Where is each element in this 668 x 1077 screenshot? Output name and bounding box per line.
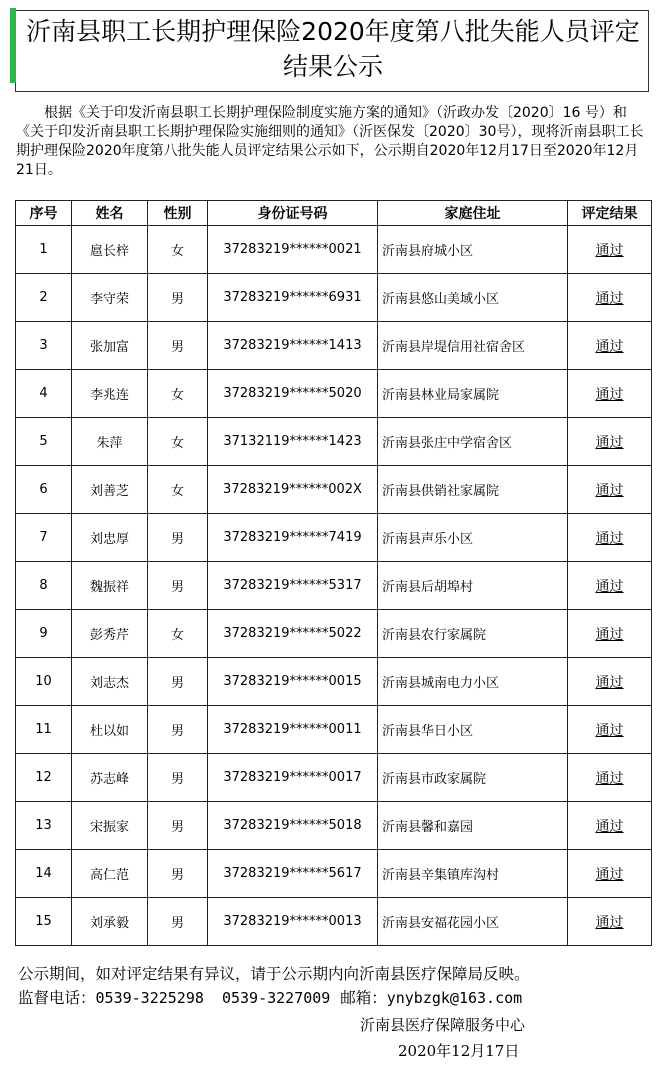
gender: 女 bbox=[148, 418, 208, 466]
gender: 女 bbox=[148, 370, 208, 418]
gender: 男 bbox=[148, 658, 208, 706]
id-number: 37283219******0021 bbox=[208, 226, 378, 274]
gender: 男 bbox=[148, 322, 208, 370]
person-name: 扈长梓 bbox=[72, 226, 148, 274]
evaluation-result bbox=[568, 514, 652, 562]
result-text: 通过 bbox=[595, 866, 624, 883]
table-row bbox=[16, 322, 652, 370]
page-title: 沂南县职工长期护理保险2020年度第八批失能人员评定结果公示 bbox=[26, 17, 640, 81]
result-text: 通过 bbox=[595, 386, 624, 403]
gender: 女 bbox=[148, 226, 208, 274]
table-row bbox=[16, 514, 652, 562]
home-address: 沂南县林业局家属院 bbox=[378, 370, 568, 418]
result-text: 通过 bbox=[595, 434, 624, 451]
gender: 男 bbox=[148, 562, 208, 610]
header-gender: 性别 bbox=[148, 201, 208, 226]
contact-line bbox=[18, 986, 658, 1010]
evaluation-result bbox=[568, 466, 652, 514]
issue-date: 2020年12月17日 bbox=[398, 1042, 520, 1060]
row-index: 2 bbox=[16, 274, 72, 322]
home-address: 沂南县悠山美域小区 bbox=[378, 274, 568, 322]
gender: 女 bbox=[148, 610, 208, 658]
row-index: 10 bbox=[16, 658, 72, 706]
gender: 男 bbox=[148, 898, 208, 946]
issuing-organization: 沂南县医疗保障服务中心 bbox=[360, 1016, 526, 1034]
id-number: 37283219******5018 bbox=[208, 802, 378, 850]
result-text: 通过 bbox=[595, 290, 624, 307]
row-index: 6 bbox=[16, 466, 72, 514]
evaluation-result bbox=[568, 274, 652, 322]
row-index: 8 bbox=[16, 562, 72, 610]
table-row bbox=[16, 706, 652, 754]
result-text: 通过 bbox=[595, 626, 624, 643]
id-number: 37283219******7419 bbox=[208, 514, 378, 562]
evaluation-result bbox=[568, 754, 652, 802]
home-address: 沂南县供销社家属院 bbox=[378, 466, 568, 514]
gender: 男 bbox=[148, 706, 208, 754]
evaluation-result bbox=[568, 610, 652, 658]
result-text: 通过 bbox=[595, 818, 624, 835]
person-name: 高仁范 bbox=[72, 850, 148, 898]
row-index: 14 bbox=[16, 850, 72, 898]
header-index: 序号 bbox=[16, 201, 72, 226]
row-index: 4 bbox=[16, 370, 72, 418]
id-number: 37283219******5617 bbox=[208, 850, 378, 898]
result-text: 通过 bbox=[595, 914, 624, 931]
evaluation-result bbox=[568, 898, 652, 946]
person-name: 刘忠厚 bbox=[72, 514, 148, 562]
id-number: 37283219******0017 bbox=[208, 754, 378, 802]
home-address: 沂南县农行家属院 bbox=[378, 610, 568, 658]
header-id-number: 身份证号码 bbox=[208, 201, 378, 226]
table-row bbox=[16, 802, 652, 850]
result-text: 通过 bbox=[595, 338, 624, 355]
evaluation-result bbox=[568, 658, 652, 706]
intro-paragraph: 根据《关于印发沂南县职工长期护理保险制度实施方案的通知》（沂政办发〔2020〕16 号）和《关于印发沂南县职工长期护理保险实施细则的通知》（沂医保发〔2020〕30号），现将沂南县职工长期护理保险2020年度第八批失能人员评定结果公示如下，公示期自2020年12月17日至2020年12月21日。 bbox=[16, 105, 644, 178]
gender: 男 bbox=[148, 514, 208, 562]
result-text: 通过 bbox=[595, 530, 624, 547]
row-index: 12 bbox=[16, 754, 72, 802]
person-name: 张加富 bbox=[72, 322, 148, 370]
table-row bbox=[16, 898, 652, 946]
home-address: 沂南县岸堤信用社宿舍区 bbox=[378, 322, 568, 370]
result-text: 通过 bbox=[595, 770, 624, 787]
person-name: 刘承毅 bbox=[72, 898, 148, 946]
table-row bbox=[16, 658, 652, 706]
table-row bbox=[16, 850, 652, 898]
row-index: 11 bbox=[16, 706, 72, 754]
table-row bbox=[16, 226, 652, 274]
header-name: 姓名 bbox=[72, 201, 148, 226]
result-text: 通过 bbox=[595, 482, 624, 499]
row-index: 1 bbox=[16, 226, 72, 274]
evaluation-result bbox=[568, 850, 652, 898]
table-row bbox=[16, 370, 652, 418]
home-address: 沂南县辛集镇库沟村 bbox=[378, 850, 568, 898]
id-number: 37283219******5022 bbox=[208, 610, 378, 658]
id-number: 37283219******0013 bbox=[208, 898, 378, 946]
person-name: 刘志杰 bbox=[72, 658, 148, 706]
id-number: 37283219******0015 bbox=[208, 658, 378, 706]
notice-text: 公示期间，如对评定结果有异议，请于公示期内向沂南县医疗保障局反映。 bbox=[18, 965, 530, 983]
accent-bar bbox=[10, 8, 16, 83]
home-address: 沂南县安福花园小区 bbox=[378, 898, 568, 946]
evaluation-result bbox=[568, 418, 652, 466]
person-name: 杜以如 bbox=[72, 706, 148, 754]
row-index: 3 bbox=[16, 322, 72, 370]
home-address: 沂南县市政家属院 bbox=[378, 754, 568, 802]
person-name: 彭秀芹 bbox=[72, 610, 148, 658]
home-address: 沂南县府城小区 bbox=[378, 226, 568, 274]
header-address: 家庭住址 bbox=[378, 201, 568, 226]
evaluation-result bbox=[568, 706, 652, 754]
result-text: 通过 bbox=[595, 578, 624, 595]
row-index: 5 bbox=[16, 418, 72, 466]
table-row bbox=[16, 610, 652, 658]
home-address: 沂南县华日小区 bbox=[378, 706, 568, 754]
person-name: 李守荣 bbox=[72, 274, 148, 322]
row-index: 7 bbox=[16, 514, 72, 562]
header-result: 评定结果 bbox=[568, 201, 652, 226]
person-name: 宋振家 bbox=[72, 802, 148, 850]
email-address[interactable]: ynybzgk@163.com bbox=[386, 989, 523, 1007]
row-index: 9 bbox=[16, 610, 72, 658]
gender: 男 bbox=[148, 802, 208, 850]
id-number: 37283219******1413 bbox=[208, 322, 378, 370]
phone-numbers: 0539-3225298 0539-3227009 bbox=[95, 989, 331, 1007]
email-label: 邮箱： bbox=[340, 989, 387, 1007]
home-address: 沂南县张庄中学宿舍区 bbox=[378, 418, 568, 466]
home-address: 沂南县后胡埠村 bbox=[378, 562, 568, 610]
table-row bbox=[16, 466, 652, 514]
results-table bbox=[15, 200, 652, 946]
table-row bbox=[16, 274, 652, 322]
gender: 男 bbox=[148, 754, 208, 802]
home-address: 沂南县馨和嘉园 bbox=[378, 802, 568, 850]
row-index: 15 bbox=[16, 898, 72, 946]
person-name: 刘善芝 bbox=[72, 466, 148, 514]
id-number: 37283219******6931 bbox=[208, 274, 378, 322]
phone-label: 监督电话： bbox=[18, 989, 96, 1007]
evaluation-result bbox=[568, 562, 652, 610]
footer-notice-block bbox=[18, 962, 658, 1010]
table-row bbox=[16, 754, 652, 802]
person-name: 朱萍 bbox=[72, 418, 148, 466]
evaluation-result bbox=[568, 226, 652, 274]
person-name: 李兆连 bbox=[72, 370, 148, 418]
gender: 男 bbox=[148, 850, 208, 898]
id-number: 37132119******1423 bbox=[208, 418, 378, 466]
evaluation-result bbox=[568, 802, 652, 850]
result-text: 通过 bbox=[595, 722, 624, 739]
id-number: 37283219******002X bbox=[208, 466, 378, 514]
home-address: 沂南县城南电力小区 bbox=[378, 658, 568, 706]
id-number: 37283219******5317 bbox=[208, 562, 378, 610]
gender: 女 bbox=[148, 466, 208, 514]
evaluation-result bbox=[568, 370, 652, 418]
result-text: 通过 bbox=[595, 674, 624, 691]
table-row bbox=[16, 562, 652, 610]
gender: 男 bbox=[148, 274, 208, 322]
row-index: 13 bbox=[16, 802, 72, 850]
id-number: 37283219******5020 bbox=[208, 370, 378, 418]
id-number: 37283219******0011 bbox=[208, 706, 378, 754]
result-text: 通过 bbox=[595, 242, 624, 259]
table-header-row bbox=[16, 201, 652, 226]
person-name: 魏振祥 bbox=[72, 562, 148, 610]
table-row bbox=[16, 418, 652, 466]
home-address: 沂南县声乐小区 bbox=[378, 514, 568, 562]
evaluation-result bbox=[568, 322, 652, 370]
person-name: 苏志峰 bbox=[72, 754, 148, 802]
